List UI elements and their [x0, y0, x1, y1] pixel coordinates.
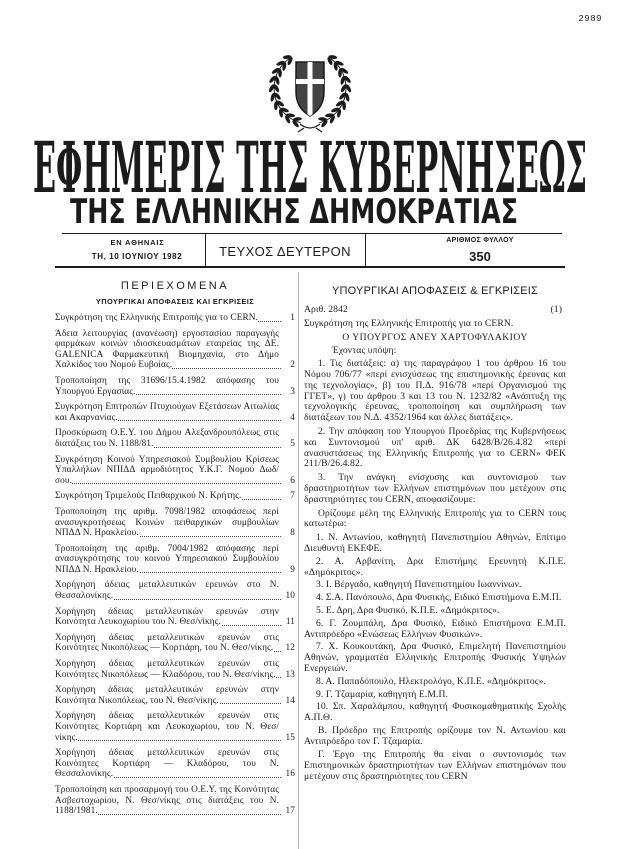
contents-entry-title: Χορήγηση άδειας μεταλλευτικών ερευνών στο Ν. Θεσσαλονίκης. [55, 580, 279, 602]
masthead-subtitle-text: ΤΗΣ ΕΛΛΗΝΙΚΗΣ ΔΗΜΟΚΡΑΤΙΑΣ [70, 192, 518, 232]
contents-entry-title: Συγκρότηση της Ελληνικής Επιτροπής για το CERN. [55, 313, 259, 323]
page-number: 2989 [578, 14, 602, 24]
contents-entry-number: 16 [285, 769, 295, 780]
column-divider [298, 272, 299, 849]
contents-entry-number: 3 [290, 386, 295, 397]
decision-subject: Συγκρότηση της Ελληνικής Επιτροπής για το CERN. [304, 317, 514, 329]
contents-entry-title: Τροποποίηση της αριθμ. 7004/1982 απόφασης περί ανασυγκρότησης του κοινού Υπηρεσιακού Συμβουλίου ΝΠΔΔ Ν. Ηρακλείου. [55, 543, 279, 575]
contents-heading: ΠΕΡΙΕΧΟΜΕΝΑ [120, 280, 230, 292]
contents-entry [55, 711, 295, 743]
considerations-list [304, 359, 566, 505]
committee-member: 10. Σπ. Χαραλάμπου, καθηγητή Φυσικομαθηματικής Σχολής Α.Π.Θ. [304, 701, 566, 724]
committee-member: 6. Γ. Ζουμπάλη, Δρα Φυσικό, Ειδικό Επιστήμονα Ε.Μ.Π. Αντιπρόεδρο «Ενώσεως Ελλήνων Φυσικών». [304, 617, 566, 640]
members-list [304, 533, 566, 724]
contents-entry-number: 4 [290, 412, 295, 423]
contents-entry-title: Χορήγηση άδειας μεταλλευτικών ερευνών στις Κοινότητες Κορτιάρη — Κλαδόρου, του Ν. Θεσσαλονίκης. [55, 748, 279, 780]
sheet-number: 350 [469, 249, 491, 264]
committee-member: 7. Χ. Κουκουτάκη, Δρα Φυσικό, Επιμελητή Πανεπιστημίου Αθηνών, γραμματέα Ελληνικής Επιτροπής Φυσικής Υψηλών Ενεργειών. [304, 641, 566, 674]
contents-entry [55, 376, 295, 397]
decision-clause: Γ. Έργο της Επιτροπής θα είναι ο συντονισμός των Επιστημονικών δραστηριοτήτων των Ελλήνων επιστημόνων που μετέχουν στις δραστηριότητες του CERN [304, 749, 566, 783]
contents-entry [55, 785, 295, 817]
contents-entry [55, 329, 295, 371]
decision-item-number: (1) [550, 304, 562, 315]
contents-entry-title: Χορήγηση άδειας μεταλλευτικών ερευνών στις Κοινότητες Νικοπόλεως — Κορτιάρη, του Ν. Θεσ/νίκης. [55, 632, 279, 654]
committee-member: 2. Α. Αρβανίτη, Δρα Επιστήμης Ερευνητή Κ.Π.Ε. «Δημόκριτος». [304, 555, 566, 578]
laurel-leaf [278, 69, 282, 78]
contents-entry-number: 9 [290, 564, 295, 575]
contents-column [55, 279, 295, 846]
contents-entry-number: 11 [285, 617, 295, 628]
decision-number: Αριθ. 2842 [304, 304, 348, 315]
contents-entry-title: Τροποποίηση και προσαρμογή του Ο.Ε.Υ. της Κοινότητας Ασβεστοχωρίου, Ν. Θεσ/νίκης στις διατάξεις του Ν. 1188/1981. [55, 784, 279, 817]
consideration-paragraph: 2. Την απόφαση του Υπουργού Προεδρίας της Κυβερνήσεως και Συντονισμού υπ' αριθ. ΔΚ 6428/Β/26.4.82 «περί ανασυστάσεως της Ελληνικής Επιτροπής για το CERN» ΦΕΚ 211/Β/26.4.82. [304, 425, 566, 470]
header-rule-top [62, 233, 562, 234]
contents-entry-number: 5 [290, 438, 295, 449]
contents-entry-title: Συγκρότηση Τριμελούς Πειθαρχικού Ν. Κρήτης. [55, 491, 242, 502]
issue-place: ΕΝ ΑΘΗΝΑΙΣ [110, 238, 165, 247]
contents-entry-title: Χορήγηση άδειας μεταλλευτικών ερευνών στις Κοινότητες Κορτιάρη και Λευκοχωρίου, του Ν. Θεσ/νίκης. [55, 711, 279, 743]
contents-entry-number: 10 [285, 591, 295, 602]
contents-entry-title: Άδεια λειτουργίας (ανανέωση) εργοστασίου παραγωγής φαρμάκων κοινών ιδιοσκευασμάτων εταιρείας της ΔΕ. GALENICA Φαρμακευτική Βιομηχανία, στο Δήμο Χαλκίδος του Νομού Ευβοίας. [55, 328, 279, 371]
decision-clause: Β. Πρόεδρο της Επιτροπής ορίζουμε τον Ν. Αντωνίου και Αντιπρόεδρο τον Γ. Τζαμαρία. [304, 724, 566, 747]
contents-entry [55, 313, 295, 324]
contents-entry-number: 13 [285, 669, 295, 680]
decision-authority: Ο ΥΠΟΥΡΓΟΣ ΑΝΕΥ ΧΑΡΤΟΦΥΛΑΚΙΟΥ [342, 331, 528, 343]
committee-member: 4. Σ.Α. Πανόπουλο, Δρα Φυσικής, Ειδικό Επιστήμονα Ε.Μ.Π. [316, 592, 562, 604]
contents-entry [55, 580, 295, 601]
contents-entry-number: 15 [285, 732, 295, 743]
contents-entry-title: Τροποποίηση της 31696/15.4.1982 απόφασης του Υπουργού Εργασίας. [55, 375, 279, 397]
decisions-heading: ΥΠΟΥΡΓΙΚΑΙ ΑΠΟΦΑΣΕΙΣ & ΕΓΚΡΙΣΕΙΣ [331, 285, 539, 297]
decision-column [304, 284, 566, 846]
contents-entry [55, 633, 295, 654]
contents-entry-title: Χορήγηση άδειας μεταλλευτικών ερευνών στις Κοινότητες Νικοπόλεως — Κλαδόρου, του Ν. Θεσ/νίκης. [55, 659, 279, 680]
contents-entry-title: Χορήγηση άδειας μεταλλευτικών ερευνών στην Κοινότητα Λευκοχωρίου του Ν. Θεσ/νίκης. [55, 606, 279, 628]
contents-section-title: ΥΠΟΥΡΓΙΚΑΙ ΑΠΟΦΑΣΕΙΣ ΚΑΙ ΕΓΚΡΙΣΕΙΣ [95, 297, 255, 306]
committee-member: 3. Ι. Βέργαδο, καθηγητή Πανεπιστημίου Ιωαννίνων. [316, 579, 522, 591]
consideration-paragraph: 1. Τις διατάξεις: α) της παραγράφου 1 του άρθρου 16 του Νόμου 706/77 «περί ενισχύσεως της επιστημονικής έρευνας και της τεχνολογίας», β) του Π.Δ. 916/78 «περί Οργανισμού της ΓΓΕΤ», γ) του άρθρου 3 και 13 του Ν. 1232/82 «Ανάπτυξη της τεχνολογικής έρευνας, τροποποίηση και συμπλήρωση των διατάξεων του Ν.Δ. 4352/1964 και άλλες διατάξεις». [304, 358, 566, 424]
contents-entry [55, 544, 295, 576]
contents-entry-number: 8 [290, 528, 295, 539]
masthead-title [30, 126, 590, 209]
issue-volume: ΤΕΥΧΟΣ ΔΕΥΤΕΡΟΝ [219, 244, 351, 259]
contents-entry [55, 491, 295, 502]
contents-entry-title: Συγκρότηση Κοινού Υπηρεσιακού Συμβουλίου Κρίσεως Υπαλλήλων ΝΠΙΔΔ αρμοδιότητος Υ.Κ.Γ. Νομού Δωδ/σου. [55, 454, 279, 486]
greek-coat-of-arms-icon [262, 42, 358, 134]
contents-entry [55, 507, 295, 539]
masthead-subtitle [60, 192, 528, 232]
contents-entry [55, 685, 295, 706]
contents-entry-number: 6 [290, 475, 295, 486]
contents-entry-title: Προσκύρωση Ο.Ε.Υ. του Δήμου Αλεξανδρουπόλεως στις διατάξεις του Ν. 1188/81. [55, 428, 279, 449]
contents-entry-number: 14 [285, 695, 295, 706]
committee-member: 9. Γ. Τζαμαρία, καθηγητή Ε.Μ.Π. [316, 688, 449, 700]
contents-entry-title: Τροποποίηση της αριθμ. 7098/1982 αποφάσεως περί ανασυγκροτήσεως Κοινών πειθαρχικών συμβουλίων ΝΠΔΔ Ν. Ηρακλείου. [55, 506, 279, 539]
consideration-paragraph: 3. Την ανάγκη ενίσχυσης και συντονισμού των δραστηριοτήτων των Ελλήνων επιστημόνων που μετέχουν στις δραστηριότητες του CERN, αποφασίζουμε: [304, 472, 566, 505]
contents-list [55, 313, 295, 817]
contents-entry-number: 12 [285, 643, 295, 654]
contents-entry [55, 402, 295, 423]
contents-entry-number: 1 [290, 313, 295, 323]
sheet-number-label: ΑΡΙΘΜΟΣ ΦΥΛΛΟΥ [446, 237, 514, 244]
decision-reference [304, 305, 566, 316]
clauses-list [304, 726, 566, 783]
contents-entry [55, 607, 295, 628]
contents-entry-title: Χορήγηση άδειας μεταλλευτικών ερευνών στην Κοινότητα Νικοπόλεως, του Ν. Θεσ/νίκης. [55, 685, 279, 706]
decision-preamble: Έχοντας υπόψη: [332, 345, 397, 357]
contents-entry-number: 7 [290, 491, 295, 502]
appointment-intro: Ορίζουμε μέλη της Ελληνικής Επιτροπής για το CERN τους κατωτέρω: [304, 507, 566, 530]
committee-member: 5. Ε. Δρη, Δρα Φυσικό, Κ.Π.Ε. «Δημόκριτος». [316, 604, 500, 616]
contents-entry [55, 659, 295, 680]
header-separator [365, 233, 366, 267]
committee-member: 8. Α. Παπαδόπουλο, Ηλεκτρολόγο, Κ.Π.Ε. «Δημόκριτος». [316, 675, 547, 687]
contents-entry-number: 2 [290, 360, 295, 371]
contents-entry-number: 17 [285, 806, 295, 817]
contents-entry-title: Συγκρότηση Επιτροπών Πτυχιούχων Εξετάσεων Αιτωλίας και Ακαρνανίας. [55, 402, 279, 423]
committee-member: 1. Ν. Αντωνίου, καθηγητή Πανεπιστημίου Αθηνών, Επίτιμο Διευθυντή ΕΚΕΦΕ. [304, 532, 566, 554]
issue-date: ΤΗ, 10 ΙΟΥΝΙΟΥ 1982 [91, 252, 183, 261]
masthead-title-text: ΕΦΗΜΕΡΙΣ ΤΗΣ ΚΥΒΕΡΝΗΣΕΩΣ [33, 126, 587, 209]
contents-entry [55, 748, 295, 780]
laurel-leaf [338, 69, 342, 78]
contents-entry [55, 428, 295, 449]
contents-entry [55, 455, 295, 487]
header-rule-bottom [55, 266, 565, 268]
